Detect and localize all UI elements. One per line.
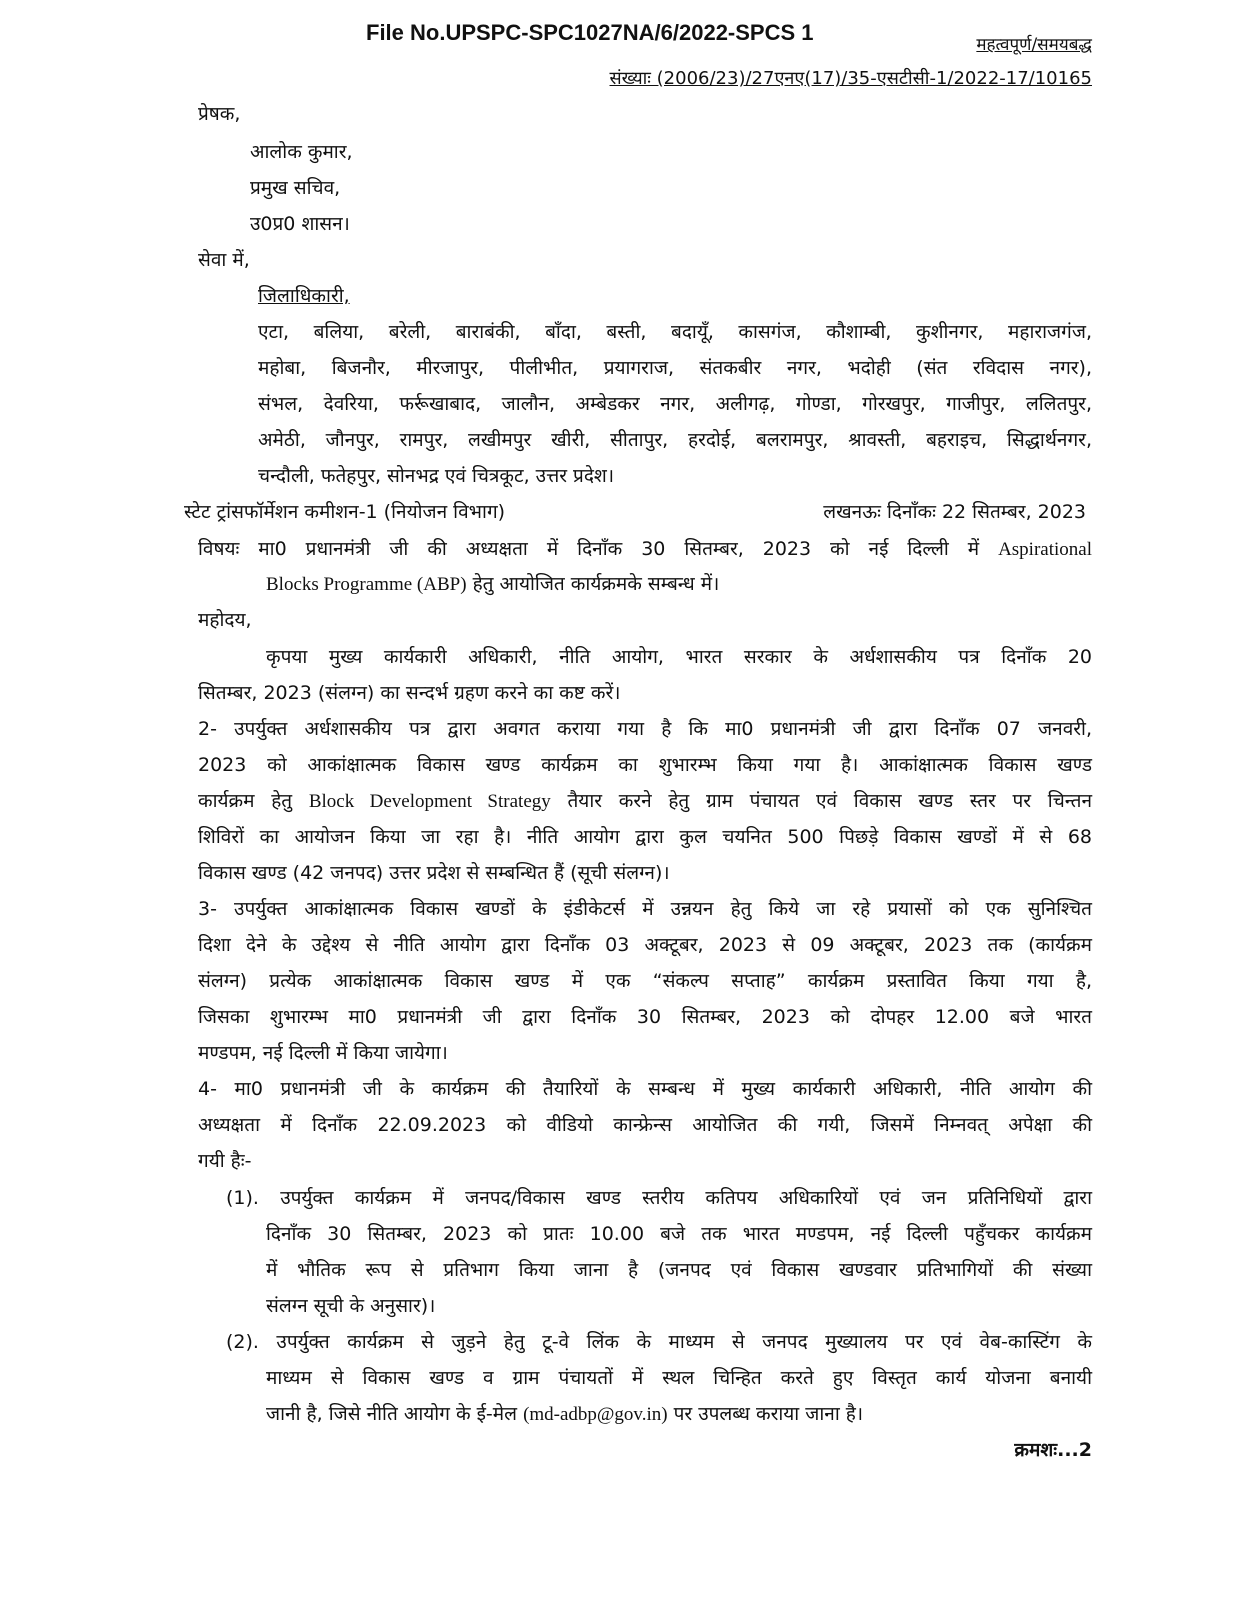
district-line: अमेठी, जौनपुर, रामपुर, लखीमपुर खीरी, सीतापुर, हरदोई, बलरामपुर, श्रावस्ती, बहराइच, सिद्धार्थनगर, (258, 429, 1092, 451)
paragraph-line: अध्यक्षता में दिनाँक 22.09.2023 को वीडियो कान्फ्रेन्स आयोजित की गयी, जिसमें निम्नवत् अपेक्षा की (198, 1114, 1092, 1136)
continuation-mark: क्रमशः...2 (1014, 1439, 1092, 1461)
paragraph-line: 2- उपर्युक्त अर्धशासकीय पत्र द्वारा अवगत कराया गया है कि मा0 प्रधानमंत्री जी द्वारा दिनाँक 07 जनवरी, (198, 718, 1092, 740)
district-line: एटा, बलिया, बरेली, बाराबंकी, बाँदा, बस्ती, बदायूँ, कासगंज, कौशाम्बी, कुशीनगर, महाराजगंज, (258, 321, 1092, 343)
paragraph-line: 4- मा0 प्रधानमंत्री जी के कार्यक्रम की तैयारियों के सम्बन्ध में मुख्य कार्यकारी अधिकारी, नीति आयोग की (198, 1078, 1092, 1100)
list-item-line: (1). उपर्युक्त कार्यक्रम में जनपद/विकास खण्ड स्तरीय कतिपय अधिकारियों एवं जन प्रतिनिधियों द्वारा (226, 1187, 1092, 1209)
paragraph-line: मण्डपम, नई दिल्ली में किया जायेगा। (198, 1042, 448, 1064)
sender-office: उ0प्र0 शासन। (250, 213, 350, 235)
paragraph-line: सितम्बर, 2023 (संलग्न) का सन्दर्भ ग्रहण करने का कष्ट करें। (198, 682, 621, 704)
paragraph-line: कार्यक्रम हेतु Block Development Strategy तैयार करने हेतु ग्राम पंचायत एवं विकास खण्ड स्तर पर चिन्तन (198, 790, 1092, 812)
place-date: लखनऊः दिनाँकः 22 सितम्बर, 2023 (823, 501, 1086, 523)
district-line: चन्दौली, फतेहपुर, सोनभद्र एवं चित्रकूट, उत्तर प्रदेश। (258, 465, 615, 487)
paragraph-line: कृपया मुख्य कार्यकारी अधिकारी, नीति आयोग, भारत सरकार के अर्धशासकीय पत्र दिनाँक 20 (266, 646, 1092, 668)
district-line: संभल, देवरिया, फर्रूखाबाद, जालौन, अम्बेडकर नगर, अलीगढ़, गोण्डा, गोरखपुर, गाजीपुर, ललितपुर, (258, 393, 1092, 415)
paragraph-line: गयी हैः- (198, 1150, 252, 1172)
list-item-line: (2). उपर्युक्त कार्यक्रम से जुड़ने हेतु टू-वे लिंक के माध्यम से जनपद मुख्यालय पर एवं वेब-कास्टिंग के (226, 1331, 1092, 1353)
sender-label: प्रेषक, (198, 103, 241, 125)
recipient-label: सेवा में, (198, 249, 250, 271)
list-item-line: संलग्न सूची के अनुसार)। (266, 1295, 436, 1317)
list-item-line: जानी है, जिसे नीति आयोग के ई-मेल (md-adbp@gov.in) पर उपलब्ध कराया जाना है। (266, 1403, 864, 1425)
paragraph-line: संलग्न) प्रत्येक आकांक्षात्मक विकास खण्ड में एक “संकल्प सप्ताह” कार्यक्रम प्रस्तावित किया गया है, (198, 970, 1092, 992)
list-item-line: माध्यम से विकास खण्ड व ग्राम पंचायतों में स्थल चिन्हित करते हुए विस्तृत कार्य योजना बनायी (266, 1367, 1092, 1389)
salutation: महोदय, (198, 609, 252, 631)
subject-line: विषयः मा0 प्रधानमंत्री जी की अध्यक्षता में दिनाँक 30 सितम्बर, 2023 को नई दिल्ली में Aspirational (198, 538, 1092, 560)
sender-name: आलोक कुमार, (250, 141, 353, 163)
paragraph-line: 2023 को आकांक्षात्मक विकास खण्ड कार्यक्रम का शुभारम्भ किया गया है। आकांक्षात्मक विकास खण्ड (198, 754, 1092, 776)
priority-label: महत्वपूर्ण/समयबद्ध (976, 35, 1092, 55)
paragraph-line: 3- उपर्युक्त आकांक्षात्मक विकास खण्डों के इंडीकेटर्स में उन्नयन हेतु किये जा रहे प्रयासों को एक सुनिश्चित (198, 898, 1092, 920)
recipient-title: जिलाधिकारी, (258, 285, 350, 307)
sender-designation: प्रमुख सचिव, (250, 177, 341, 199)
file-number: File No.UPSPC-SPC1027NA/6/2022-SPCS 1 (366, 20, 814, 45)
paragraph-line: विकास खण्ड (42 जनपद) उत्तर प्रदेश से सम्बन्धित हैं (सूची संलग्न)। (198, 862, 670, 884)
paragraph-line: दिशा देने के उद्देश्य से नीति आयोग द्वारा दिनाँक 03 अक्टूबर, 2023 से 09 अक्टूबर, 2023 तक (कार्यक्रम (198, 934, 1092, 956)
subject-line: Blocks Programme (ABP) हेतु आयोजित कार्यक्रमके सम्बन्ध में। (266, 573, 720, 595)
reference-number: संख्याः (2006/23)/27एनए(17)/35-एसटीसी-1/2022-17/10165 (609, 68, 1092, 89)
paragraph-line: शिविरों का आयोजन किया जा रहा है। नीति आयोग द्वारा कुल चयनित 500 पिछड़े विकास खण्डों में से 68 (198, 826, 1092, 848)
department: स्टेट ट्रांसफॉर्मेशन कमीशन-1 (नियोजन विभाग) (184, 501, 506, 523)
list-item-line: में भौतिक रूप से प्रतिभाग किया जाना है (जनपद एवं विकास खण्डवार प्रतिभागियों की संख्या (266, 1259, 1092, 1281)
paragraph-line: जिसका शुभारम्भ मा0 प्रधानमंत्री जी द्वारा दिनाँक 30 सितम्बर, 2023 को दोपहर 12.00 बजे भारत (198, 1006, 1092, 1028)
district-line: महोबा, बिजनौर, मीरजापुर, पीलीभीत, प्रयागराज, संतकबीर नगर, भदोही (संत रविदास नगर), (258, 357, 1092, 379)
list-item-line: दिनाँक 30 सितम्बर, 2023 को प्रातः 10.00 बजे तक भारत मण्डपम, नई दिल्ली पहुँचकर कार्यक्रम (266, 1223, 1092, 1245)
